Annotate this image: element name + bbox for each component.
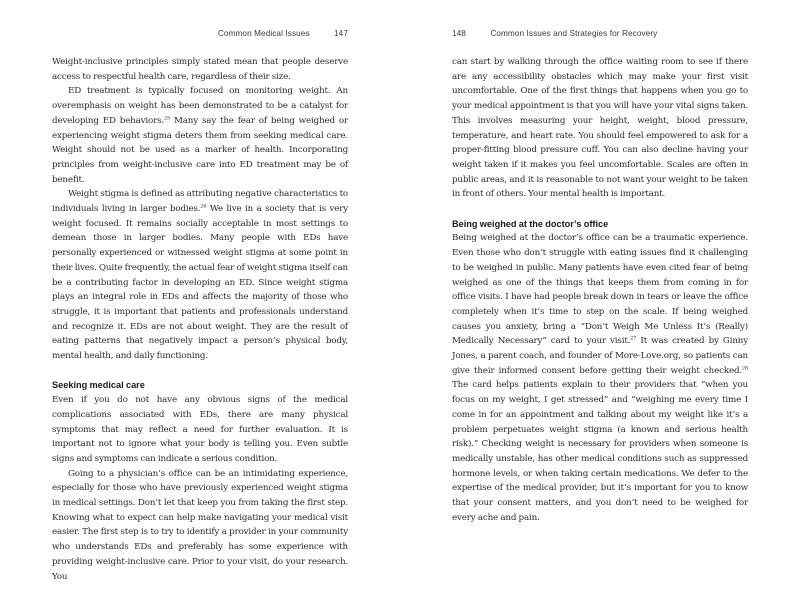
paragraph-text: Going to a physician’s office can be an intimidating experience, especially for those who have previously experienced weight stigma in medical settings. Don’t let that keep you from taking the first step. Knowing what to expect can help make navigating your medical visit easier. The first step is to try to identify a provider in your community who understands EDs and preferably has some experience with providing weight-inclusive care. Prior to your visit, do your research. You: [52, 468, 348, 582]
running-head-left: [218, 29, 348, 38]
paragraph-text: can start by walking through the office waiting room to see if there are any accessibility obstacles which may make your first visit uncomfortable. One of the first things that happens when you go to your medical appointment is that you will have your vital signs taken. This involves measuring your height, weight, blood pressure, temperature, and heart rate. You should feel empowered to ask for a proper-fitting blood pressure cuff. You can also decline having your weight taken if it makes you feel uncomfortable. Scales are often in public areas, and it is reasonable to not want your weight to be taken in front of others. Your mental health is important.: [452, 57, 748, 200]
section-heading: Being weighed at the doctor’s office: [452, 218, 609, 229]
footnote-marker[interactable]: 28: [741, 365, 748, 372]
paragraph: [52, 393, 348, 467]
left-page-body: [52, 55, 348, 584]
paragraph-text: Being weighed at the doctor’s office can be a traumatic experience. Even those who don’t struggle with eating issues find it challenging to be weighed in public. Many patients have even cited fear of being weighed as one of the things that keeps them from coming in for office visits. I have had people break down in tears or leave the office completely when it’s time to step on the scale. If being weighed causes you anxiety, bring a “Don’t Weigh Me Unless It’s (Really) Medically Necessary” card to your visit.: [452, 233, 748, 347]
section-heading: Seeking medical care: [52, 380, 145, 391]
paragraph: [452, 55, 748, 202]
paragraph-text: ED treatment is typically focused on monitoring weight. An overemphasis on weight has been demonstrated to be a catalyst for developing ED behaviors.: [52, 86, 348, 126]
footnote-marker[interactable]: 27: [630, 335, 637, 342]
running-head-title: Common Medical Issues: [217, 29, 310, 38]
page-number: 147: [334, 29, 348, 38]
footnote-marker[interactable]: 25: [164, 115, 171, 122]
running-head-title: Common Issues and Strategies for Recovery: [490, 29, 658, 38]
running-head-right: [452, 29, 657, 38]
paragraph-text: We live in a society that is very weight focused. It remains socially acceptable in most settings to demean those in larger bodies. Many people with EDs have personally experienced or witnessed weight stigma at some point in their lives. Quite frequently, the actual fear of weight stigma itself can be a contributing factor in developing an ED. Since weight stigma plays an integral role in EDs and affects the majority of those who struggle, it is important that patients and professionals understand and recognize it. EDs are not about weight. They are the result of eating patterns that negatively impact a person’s physical body, mental health, and daily functioning.: [52, 204, 348, 362]
paragraph: [52, 187, 348, 363]
paragraph-text: Weight-inclusive principles simply stated mean that people deserve access to respectful health care, regardless of their size.: [52, 57, 348, 82]
right-page-body: [452, 55, 748, 525]
page-number: 148: [452, 29, 466, 38]
paragraph-text: The card helps patients explain to their providers that “when you focus on my weight, I get stressed” and “weighing me every time I come in for an appointment and talking about my weight like it’s a problem perpetuates weight stigma (a known and serious health risk).” Checking weight is necessary for providers when someone is medically unstable, has other medical conditions such as suppressed hormone levels, or when taking certain medications. We defer to the expertise of the medical provider, but it’s important for you to know that your consent matters, and you don’t need to be weighed for every ache and pain.: [452, 380, 748, 523]
paragraph-text: It was created by Ginny Jones, a parent coach, and founder of More-Love.org, so patients can give their informed consent before getting their weight checked.: [452, 336, 748, 376]
paragraph: [52, 84, 348, 187]
paragraph: [52, 55, 348, 84]
paragraph-text: Even if you do not have any obvious signs of the medical complications associated with EDs, there are many physical symptoms that may reflect a need for further evaluation. It is important not to ignore what your body is telling you. Even subtle signs and symptoms can indicate a serious condition.: [52, 395, 348, 464]
footnote-marker[interactable]: 26: [200, 203, 207, 210]
paragraph: [52, 467, 348, 585]
paragraph-text: Many say the fear of being weighed or experiencing weight stigma deters them from seeking medical care. Weight should not be used as a marker of health. Incorporating principles from weight-inclusive care into ED treatment may be of benefit.: [52, 115, 348, 185]
paragraph-text: Weight stigma is defined as attributing negative characteristics to individuals living in larger bodies.: [52, 189, 348, 215]
paragraph: [452, 231, 748, 525]
right-page: [400, 0, 800, 597]
